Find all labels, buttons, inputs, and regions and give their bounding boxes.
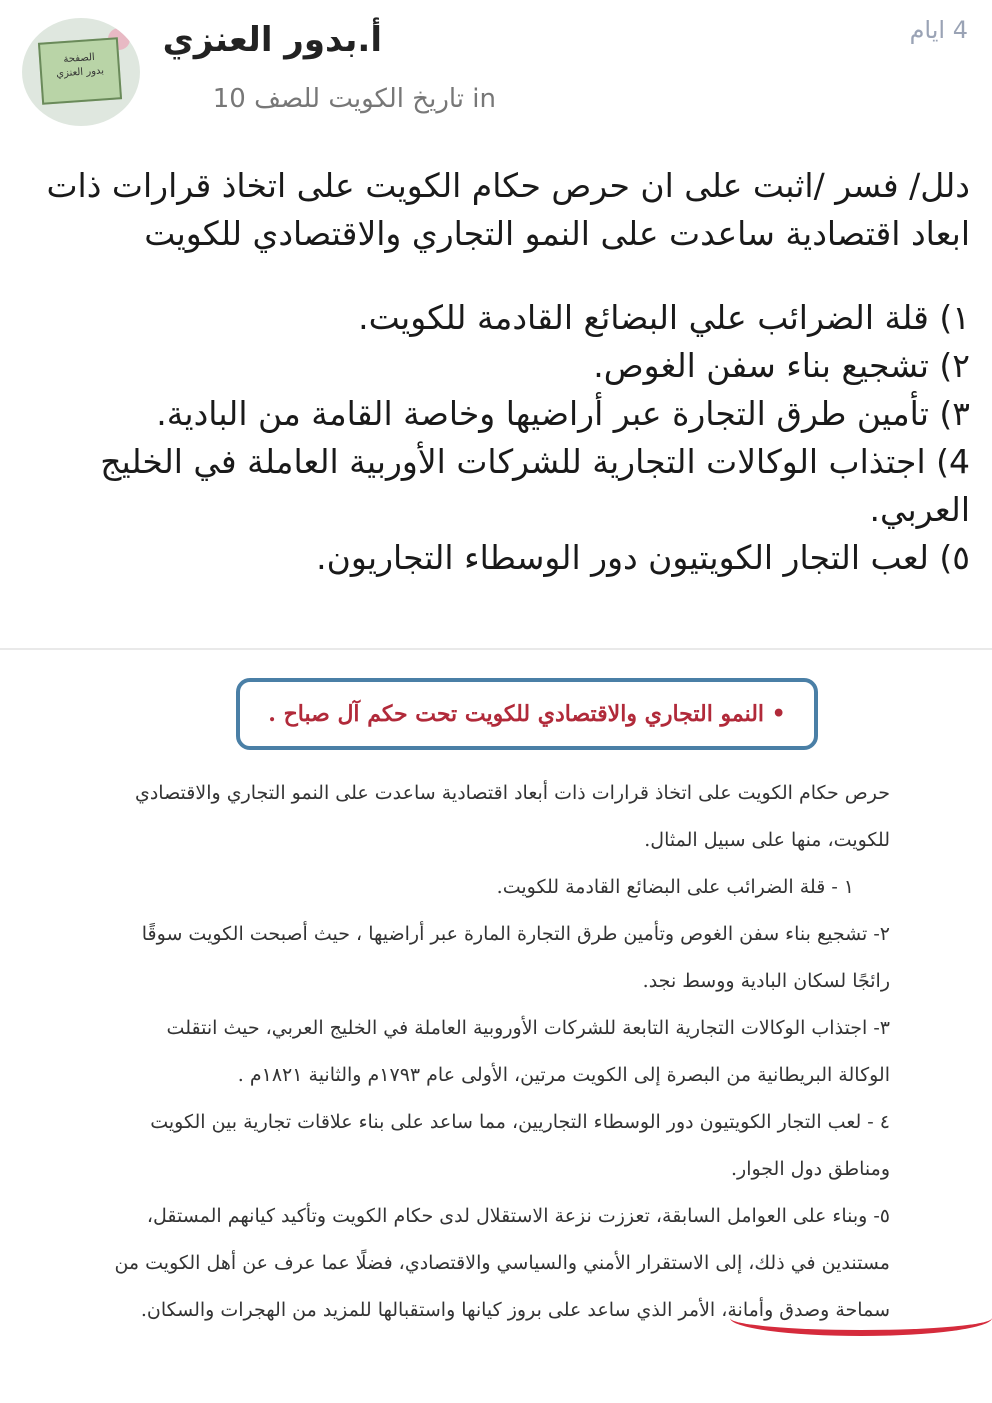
textbook-item: ٣- اجتذاب الوكالات التجارية التابعة للشركات الأوروبية العاملة في الخليج العربي، حيث انتقلت الوكالة البريطانية من البصرة إلى الكويت مرتين، الأولى عام ١٧٩٣م والثانية ١٨٢١م . — [166, 1017, 890, 1086]
textbook-item: ٤ - لعب التجار الكويتيون دور الوسطاء التجاريين، مما ساعد على بناء علاقات تجارية بين الكويت ومناطق دول الجوار. — [150, 1111, 890, 1180]
answer-item: ١) قلة الضرائب علي البضائع القادمة للكويت. — [358, 298, 970, 337]
divider — [0, 648, 992, 650]
answer-list — [30, 294, 970, 582]
answer-item: ٢) تشجيع بناء سفن الغوص. — [593, 346, 970, 385]
attached-textbook-image[interactable] — [0, 660, 992, 1403]
avatar-text-line: بدور العنزي — [55, 65, 105, 80]
answer-item: ٥) لعب التجار الكويتيون دور الوسطاء التجاريون. — [316, 538, 970, 577]
avatar-card — [38, 37, 122, 104]
author-avatar[interactable] — [22, 18, 140, 126]
textbook-intro: حرص حكام الكويت على اتخاذ قرارات ذات أبعاد اقتصادية ساعدت على النمو التجاري والاقتصادي للكويت، منها على سبيل المثال. — [134, 782, 890, 851]
post-time: 4 ايام — [909, 16, 968, 44]
author-name[interactable]: أ.بدور العنزي — [162, 20, 382, 60]
textbook-text — [110, 770, 890, 1334]
textbook-item: ١ - قلة الضرائب على البضائع القادمة للكويت. — [496, 876, 854, 898]
post-header — [0, 0, 992, 140]
topic-heading: • النمو التجاري والاقتصادي للكويت تحت حكم آل صباح . — [236, 678, 818, 750]
avatar-text-line: الصفحة — [63, 51, 96, 66]
textbook-item: ٥- وبناء على العوامل السابقة، تعززت نزعة الاستقلال لدى حكام الكويت وتأكيد كيانهم المستقل، مستندين في ذلك، إلى الاستقرار الأمني والسياسي والاقتصادي، فضلًا عما عرف عن أهل الكويت من سماحة وصدق وأمانة، الأمر الذي ساعد على بروز كيانها واستقبالها للمزيد من الهجرات والسكان. — [114, 1205, 890, 1321]
group-name[interactable]: in تاريخ الكويت للصف 10 — [212, 84, 496, 114]
answer-item: 4) اجتذاب الوكالات التجارية للشركات الأوربية العاملة في الخليج العربي. — [100, 442, 970, 529]
post-body — [30, 162, 970, 582]
textbook-item: ٢- تشجيع بناء سفن الغوص وتأمين طرق التجارة المارة عبر أراضيها ، حيث أصبحت الكويت سوقًا رائجًا لسكان البادية ووسط نجد. — [141, 923, 890, 992]
question-text: دلل/ فسر /اثبت على ان حرص حكام الكويت على اتخاذ قرارات ذات ابعاد اقتصادية ساعدت على النمو التجاري والاقتصادي للكويت — [46, 166, 970, 253]
answer-item: ٣) تأمين طرق التجارة عبر أراضيها وخاصة القامة من البادية. — [156, 394, 970, 433]
